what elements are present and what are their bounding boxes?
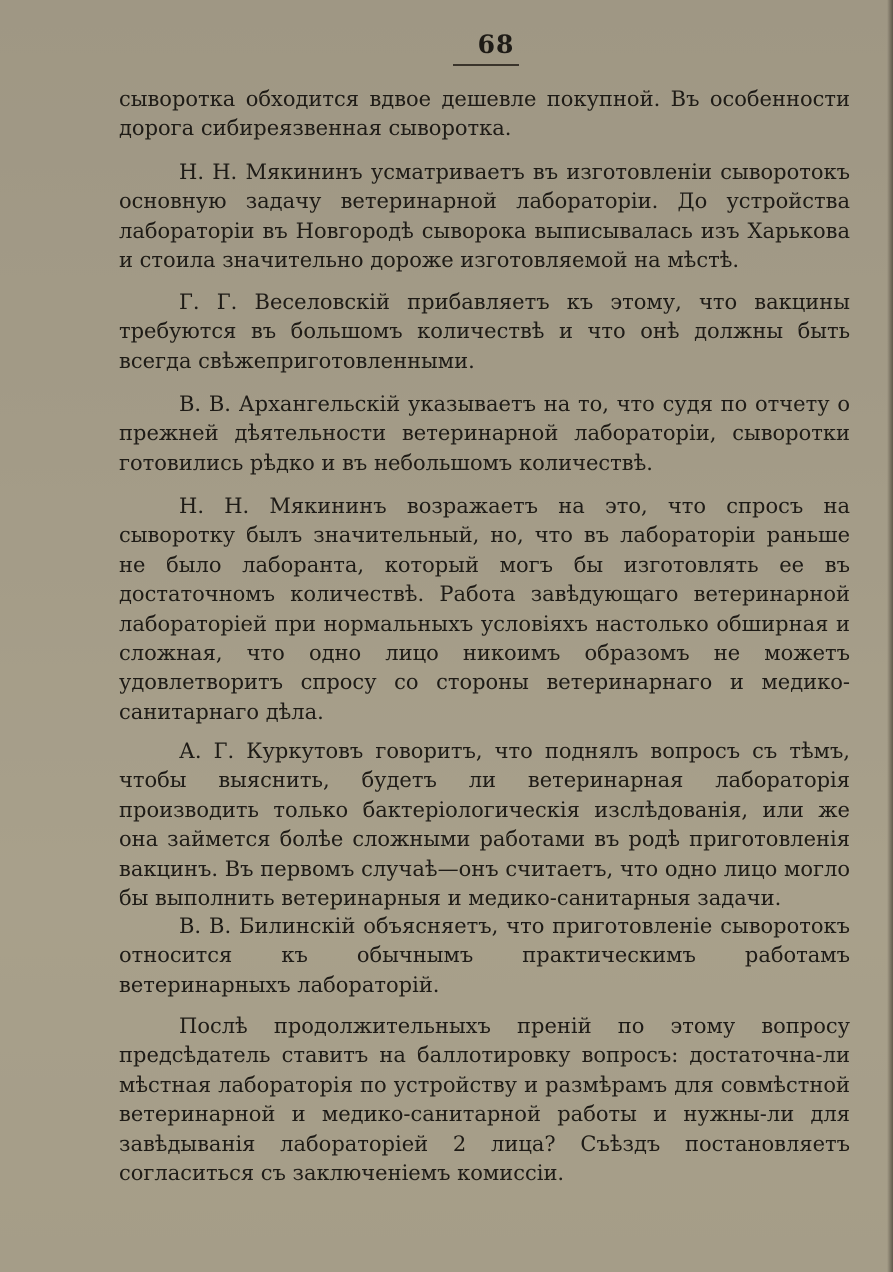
paragraph-text: А. Г. Куркутовъ говоритъ, что поднялъ вопросъ съ тѣмъ, чтобы выяснить, будетъ ли ветеринарная лабораторія производить только бактеріологическія изслѣдованія, или же она займется болѣе сложными работами въ родѣ приготовленія вакцинъ. Въ первомъ случаѣ—онъ считаетъ, что одно лицо могло бы выполнить ветеринарныя и медико-санитарныя задачи. — [119, 739, 850, 911]
paragraph-myakinin-2 — [119, 492, 850, 727]
paragraph-kurkutov — [119, 737, 850, 913]
paragraph-text: Послѣ продолжительныхъ преній по этому вопросу предсѣдатель ставитъ на баллотировку вопросъ: достаточна-ли мѣстная лабораторія по устройству и размѣрамъ для совмѣстной ветеринарной и медико-санитарной работы и нужны-ли для завѣдыванія лабораторіей 2 лица? Съѣздъ постановляетъ согласиться съ заключеніемъ комиссіи. — [119, 1014, 850, 1186]
paragraph-bilinsky — [119, 912, 850, 1000]
paragraph-arkhangelsky — [119, 390, 850, 478]
paragraph-text: сыворотка обходится вдвое дешевле покупной. Въ особенности дорога сибиреязвенная сыворотка. — [119, 87, 850, 141]
paragraph-text: Н. Н. Мякининъ усматриваетъ въ изготовленіи сыворотокъ основную задачу ветеринарной лабораторіи. До устройства лабораторіи въ Новгородѣ сыворока выписывалась изъ Харькова и стоила значительно дороже изготовляемой на мѣстѣ. — [119, 160, 850, 273]
page-number-rule — [453, 64, 519, 66]
paragraph-text: В. В. Архангельскій указываетъ на то, что судя по отчету о прежней дѣятельности ветеринарной лабораторіи, сыворотки готовились рѣдко и въ небольшомъ количествѣ. — [119, 392, 850, 475]
paragraph-text: Н. Н. Мякининъ возражаетъ на это, что спросъ на сыворотку былъ значительный, но, что въ лабораторіи раньше не было лаборанта, который могъ бы изготовлять ее въ достаточномъ количествѣ. Работа завѣдующаго ветеринарной лабораторіей при нормальныхъ условіяхъ настолько обширная и сложная, что одно лицо никоимъ образомъ не можетъ удовлетворитъ спросу со стороны ветеринарнаго и медико-санитарнаго дѣла. — [119, 494, 850, 724]
paragraph-myakinin-1 — [119, 158, 850, 276]
paragraph-text: Г. Г. Веселовскій прибавляетъ къ этому, что вакцины требуются въ большомъ количествѣ и что онѣ должны быть всегда свѣжеприготовленными. — [119, 290, 850, 373]
paragraph-text: В. В. Билинскій объясняетъ, что приготовленіе сыворотокъ относится къ обычнымъ практическимъ работамъ ветеринарныхъ лабораторій. — [119, 914, 850, 997]
paragraph-veselovsky — [119, 288, 850, 376]
paragraph-resolution — [119, 1012, 850, 1188]
paragraph-continuation — [119, 85, 850, 144]
page-edge-shadow — [887, 0, 893, 1272]
page-number: 68 — [477, 30, 515, 59]
